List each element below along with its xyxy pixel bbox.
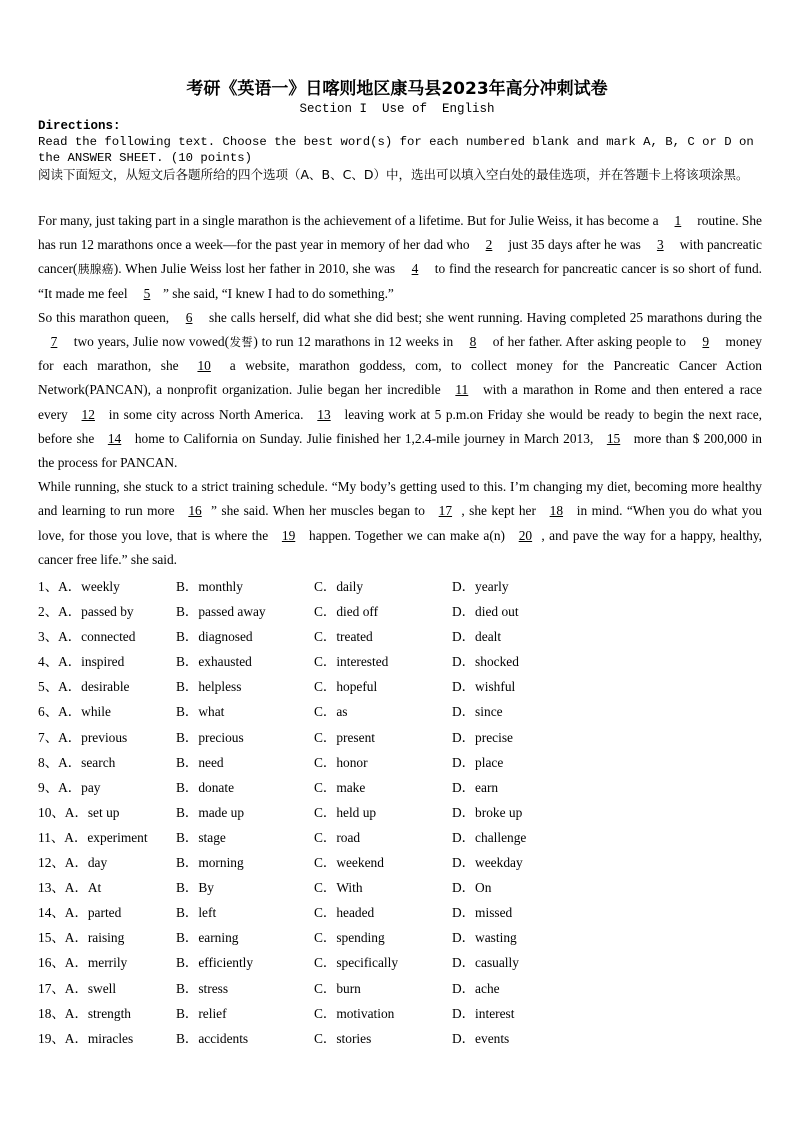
option-c[interactable]: C．held up <box>314 804 377 820</box>
option-c[interactable]: C．spending <box>314 930 385 946</box>
question-row <box>38 800 762 825</box>
directions-chinese: 阅读下面短文，从短文后各题所给的四个选项（A、B、C、D）中，选出可以填入空白处的最佳选项，并在答题卡上将该项涂黑。 <box>38 167 749 182</box>
option-d[interactable]: D．died out <box>452 604 519 620</box>
question-number: 4、 <box>38 654 59 670</box>
option-c[interactable]: C．honor <box>314 754 368 770</box>
option-a[interactable] <box>38 850 107 875</box>
option-a-text: A．passed by <box>58 604 134 620</box>
option-a-text: A．strength <box>64 1005 131 1021</box>
question-row <box>38 825 762 850</box>
question-number: 3、 <box>38 629 59 645</box>
option-b[interactable]: B．helpless <box>176 679 242 695</box>
question-row <box>38 850 762 875</box>
question-number: 15、 <box>38 930 65 946</box>
question-number: 6、 <box>38 704 59 720</box>
option-c[interactable]: C．daily <box>314 579 364 594</box>
question-options-list <box>38 574 762 1051</box>
option-a[interactable] <box>38 825 148 850</box>
question-row <box>38 674 762 699</box>
option-b[interactable]: B．By <box>176 880 214 896</box>
option-a[interactable] <box>38 750 115 775</box>
option-a[interactable] <box>38 775 101 800</box>
option-d[interactable]: D．since <box>452 704 503 720</box>
question-number: 9、 <box>38 779 59 795</box>
blank-12: 12 <box>81 406 95 422</box>
question-number: 12、 <box>38 855 65 871</box>
option-a[interactable] <box>38 649 124 674</box>
option-a-text: A．parted <box>64 905 122 921</box>
blank-15: 15 <box>606 430 621 446</box>
option-c[interactable]: C．specifically <box>314 955 399 971</box>
blank-16: 16 <box>188 503 202 519</box>
question-row <box>38 599 762 624</box>
option-a[interactable] <box>38 900 121 925</box>
option-a-text: A．merrily <box>64 955 128 971</box>
blank-2: 2 <box>485 237 493 253</box>
question-number: 5、 <box>38 679 59 695</box>
option-c[interactable]: C．as <box>314 704 348 720</box>
blank-6: 6 <box>185 309 193 325</box>
option-b[interactable]: B．donate <box>176 779 235 795</box>
option-b[interactable]: B．stress <box>176 980 229 996</box>
option-d[interactable]: D．yearly <box>452 579 509 594</box>
option-a-text: A．inspired <box>58 654 125 670</box>
blank-17: 17 <box>438 503 453 519</box>
question-row <box>38 900 762 925</box>
option-c[interactable]: C．interested <box>314 654 389 670</box>
option-d[interactable]: D．wishful <box>452 679 516 695</box>
blank-9: 9 <box>702 334 710 350</box>
question-row <box>38 624 762 649</box>
option-c[interactable]: C．headed <box>314 905 375 921</box>
directions-english: Read the following text. Choose the best word(s) for each numbered blank and mark A, B, C or D on the ANSWER SHEET. (10 points) <box>38 135 754 165</box>
question-number: 2、 <box>38 604 59 620</box>
question-number: 18、 <box>38 1005 65 1021</box>
blank-18: 18 <box>549 503 564 519</box>
option-d[interactable]: D．shocked <box>452 654 519 670</box>
option-c[interactable]: C．road <box>314 829 361 845</box>
option-a[interactable] <box>38 950 127 975</box>
question-row <box>38 750 762 775</box>
option-d[interactable]: D．earn <box>452 779 499 795</box>
option-d[interactable]: D．ache <box>452 980 500 996</box>
question-row <box>38 649 762 674</box>
option-d[interactable]: D．weekday <box>452 855 523 871</box>
option-d[interactable]: D．place <box>452 754 504 770</box>
question-row <box>38 875 762 900</box>
blank-3: 3 <box>656 237 664 253</box>
option-c[interactable]: C．treated <box>314 629 373 645</box>
option-c[interactable]: C．burn <box>314 980 361 996</box>
option-a[interactable] <box>38 925 124 950</box>
option-b[interactable]: B．earning <box>176 930 239 946</box>
option-d[interactable]: D．casually <box>452 955 519 971</box>
option-a[interactable] <box>38 574 120 599</box>
option-d[interactable]: D．On <box>452 880 492 896</box>
option-a-text: A．swell <box>64 980 117 996</box>
passage-paragraph-1: For many, just taking part in a single marathon is the achievement of a lifetime. But for Julie Weiss, it has become a 1 routine. She has run 12 marathons once a week—for the past year in memory of her dad who 2 just 35 days after he was 3 with pancreatic cancer(胰腺癌). When Julie Weiss lost her father in 2010, she was 4 to find the research for pancreatic cancer is so short of fund. “It made me feel 5 ” she said, “I knew I had to do something.” <box>38 209 762 306</box>
question-number: 13、 <box>38 880 65 896</box>
reading-passage <box>38 209 762 572</box>
question-row <box>38 574 762 599</box>
option-a[interactable] <box>38 725 127 750</box>
page-title: 考研《英语一》日喀则地区康马县2023年高分冲刺试卷 <box>186 79 608 99</box>
option-a-text: A．experiment <box>64 829 148 845</box>
option-a[interactable] <box>38 624 135 649</box>
option-b[interactable]: B．morning <box>176 855 244 871</box>
option-a-text: A．while <box>58 704 111 720</box>
option-a-text: A．connected <box>58 629 136 645</box>
question-row <box>38 1026 762 1051</box>
question-number: 17、 <box>38 980 65 996</box>
option-b[interactable]: B．efficiently <box>176 955 254 971</box>
option-b[interactable]: B．exhausted <box>176 654 252 670</box>
question-number: 16、 <box>38 955 65 971</box>
blank-10: 10 <box>197 358 211 374</box>
option-a-text: A．pay <box>58 779 101 795</box>
question-row <box>38 699 762 724</box>
option-a[interactable] <box>38 1026 133 1051</box>
blank-8: 8 <box>469 334 477 350</box>
option-c[interactable]: C．stories <box>314 1030 372 1046</box>
option-b[interactable]: B．left <box>176 905 217 921</box>
option-a-text: A．At <box>64 880 102 896</box>
option-c[interactable]: C．motivation <box>314 1005 395 1021</box>
option-a-text: A．desirable <box>58 679 130 695</box>
option-a-text: A．set up <box>64 804 120 820</box>
question-number: 11、 <box>38 829 65 845</box>
section-subtitle: Section I Use of English <box>299 102 495 116</box>
blank-4: 4 <box>411 261 419 277</box>
blank-1: 1 <box>674 213 682 228</box>
option-d[interactable]: D．wasting <box>452 930 517 946</box>
blank-7: 7 <box>50 334 58 350</box>
option-d[interactable]: D．precise <box>452 729 513 745</box>
option-b[interactable]: B．relief <box>176 1005 227 1021</box>
directions-heading: Directions: <box>38 119 121 133</box>
option-c[interactable]: C．make <box>314 779 366 795</box>
option-c[interactable]: C．died off <box>314 604 379 620</box>
blank-14: 14 <box>107 430 122 446</box>
question-row <box>38 976 762 1001</box>
question-number: 1、 <box>38 579 59 594</box>
option-a-text: A．raising <box>64 930 125 946</box>
option-b[interactable]: B．accidents <box>176 1030 249 1046</box>
option-b[interactable]: B．stage <box>176 829 226 845</box>
blank-11: 11 <box>455 382 469 398</box>
option-a[interactable] <box>38 674 130 699</box>
option-b[interactable]: B．made up <box>176 804 245 820</box>
option-a-text: A．miracles <box>64 1030 134 1046</box>
option-b[interactable]: B．precious <box>176 729 244 745</box>
option-c[interactable]: C．With <box>314 880 363 896</box>
passage-paragraph-3: While running, she stuck to a strict training schedule. “My body’s getting used to this. I’m changing my diet, becoming more healthy and learning to run more 16 ” she said. When her muscles began to 17 , she kept her 18 in mind. “When you do what you love, for those you love, that is where the 19 happen. Together we can make a(n) 20 , and pave the way for a happy, healthy, cancer free life.” she said. <box>38 479 762 567</box>
option-a-text: A．day <box>64 855 108 871</box>
chinese-gloss: 胰腺癌 <box>77 262 114 277</box>
option-b[interactable]: B．monthly <box>176 579 243 594</box>
question-number: 19、 <box>38 1030 65 1046</box>
option-a-text: A．search <box>58 754 116 770</box>
option-c[interactable]: C．hopeful <box>314 679 378 695</box>
question-number: 8、 <box>38 754 59 770</box>
question-row <box>38 725 762 750</box>
chinese-gloss: 发誓 <box>229 335 254 350</box>
option-a[interactable] <box>38 976 116 1001</box>
option-d[interactable]: D．broke up <box>452 804 523 820</box>
option-a[interactable] <box>38 800 119 825</box>
question-row <box>38 950 762 975</box>
question-row <box>38 775 762 800</box>
option-a-text: A．weekly <box>58 579 120 594</box>
option-a[interactable] <box>38 599 134 624</box>
option-b[interactable]: B．need <box>176 754 224 770</box>
option-a[interactable] <box>38 1001 131 1026</box>
question-number: 10、 <box>38 804 65 820</box>
question-row <box>38 1001 762 1026</box>
blank-5: 5 <box>143 285 151 301</box>
option-a[interactable] <box>38 875 101 900</box>
option-c[interactable]: C．present <box>314 729 375 745</box>
option-d[interactable]: D．events <box>452 1030 510 1046</box>
option-a-text: A．previous <box>58 729 128 745</box>
question-number: 14、 <box>38 905 65 921</box>
option-d[interactable]: D．missed <box>452 905 513 921</box>
option-b[interactable]: B．diagnosed <box>176 629 253 645</box>
option-d[interactable]: D．challenge <box>452 829 527 845</box>
passage-paragraph-2: So this marathon queen, 6 she calls herself, did what she did best; she went running. Having completed 25 marathons during the 7 two years, Julie now vowed(发誓) to run 12 marathons in 12 weeks in 8 of her father. After asking people to 9 money for each marathon, she 10 a website, marathon goddess, com, to collect money for the Pancreatic Cancer Action Network(PANCAN), a nonprofit organization. Julie began her incredible 11 with a marathon in Rome and then entered a race every 12 in some city across North America. 13 leaving work at 5 p.m.on Friday she would be ready to begin the next race, before she 14 home to California on Sunday. Julie finished her 1,2.4-mile journey in March 2013, 15 more than $ 200,000 in the process for PANCAN. <box>38 306 762 475</box>
question-number: 7、 <box>38 729 59 745</box>
option-d[interactable]: D．interest <box>452 1005 515 1021</box>
option-b[interactable]: B．what <box>176 704 225 720</box>
blank-19: 19 <box>281 527 296 543</box>
option-d[interactable]: D．dealt <box>452 629 502 645</box>
question-row <box>38 925 762 950</box>
blank-20: 20 <box>518 527 533 543</box>
option-a[interactable] <box>38 699 111 724</box>
option-c[interactable]: C．weekend <box>314 855 384 871</box>
option-b[interactable]: B．passed away <box>176 604 266 620</box>
blank-13: 13 <box>317 406 331 422</box>
